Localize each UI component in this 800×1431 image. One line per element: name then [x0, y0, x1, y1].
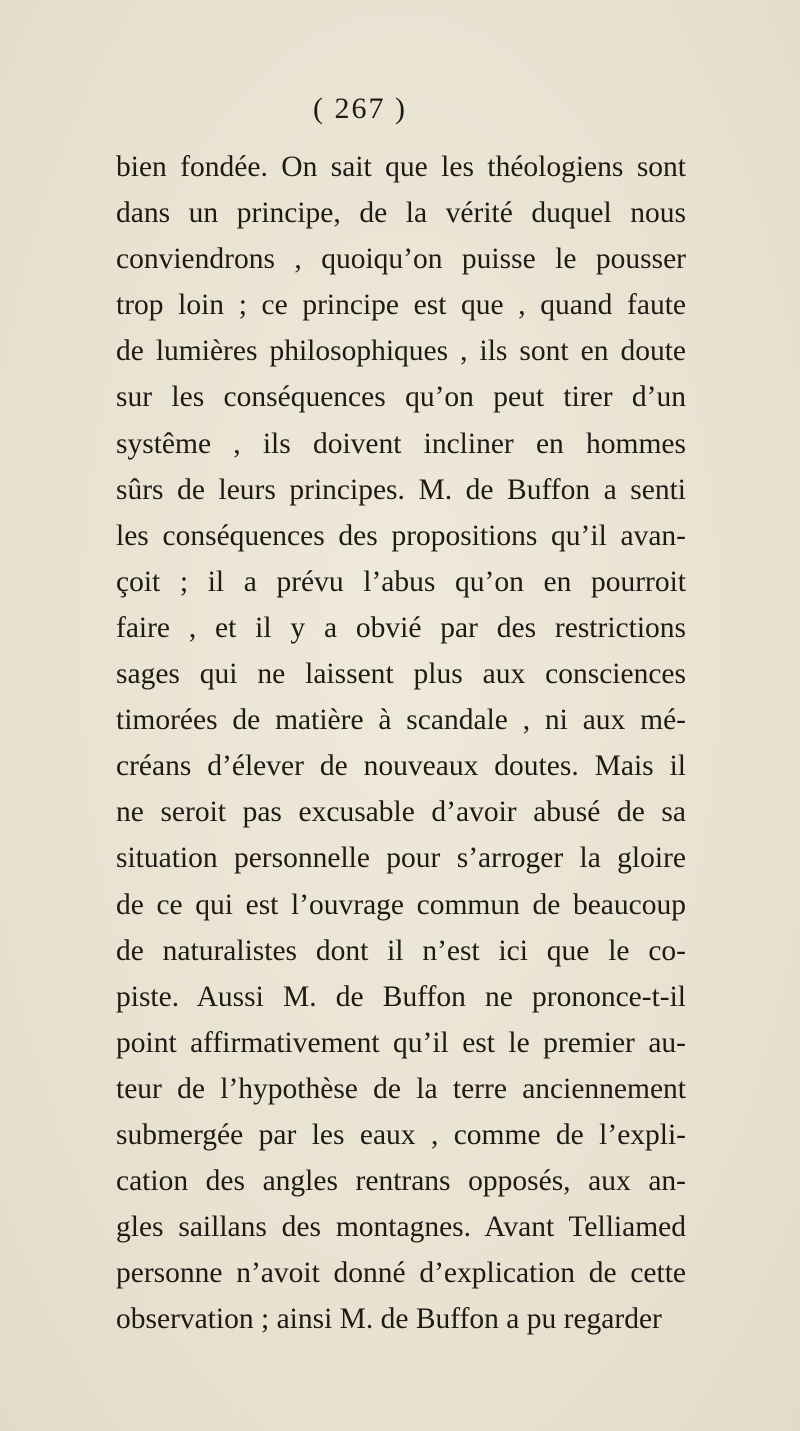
- text-line: faire , et il y a obvié par des restrictions: [116, 611, 686, 644]
- text-line: point affirmativement qu’il est le premier au-: [116, 1026, 686, 1059]
- text-line: teur de l’hypothèse de la terre anciennement: [116, 1072, 686, 1105]
- text-line: submergée par les eaux , comme de l’expli-: [116, 1118, 686, 1151]
- text-line: bien fondée. On sait que les théologiens sont: [116, 151, 686, 183]
- text-line: de naturalistes dont il n’est ici que le co-: [116, 934, 686, 967]
- text-line: observation ; ainsi M. de Buffon a pu regarder: [116, 1303, 662, 1336]
- text-line: de lumières philosophiques , ils sont en doute: [116, 335, 686, 368]
- text-line: sages qui ne laissent plus aux consciences: [116, 658, 686, 691]
- text-line: situation personnelle pour s’arroger la gloire: [116, 842, 686, 875]
- text-line: créans d’élever de nouveaux doutes. Mais il: [116, 750, 686, 783]
- text-line: gles saillans des montagnes. Avant Telliamed: [116, 1211, 686, 1244]
- text-line: sûrs de leurs principes. M. de Buffon a senti: [116, 473, 686, 506]
- text-line: ne seroit pas excusable d’avoir abusé de sa: [116, 796, 686, 829]
- text-line: trop loin ; ce principe est que , quand faute: [116, 289, 686, 322]
- text-line: sur les conséquences qu’on peut tirer d’un: [116, 381, 686, 414]
- text-line: çoit ; il a prévu l’abus qu’on en pourroit: [116, 565, 686, 598]
- text-line: les conséquences des propositions qu’il avan-: [116, 519, 686, 552]
- text-line: cation des angles rentrans opposés, aux an-: [116, 1165, 686, 1198]
- text-line: de ce qui est l’ouvrage commun de beaucoup: [116, 888, 686, 921]
- text-line: timorées de matière à scandale , ni aux mé-: [116, 704, 686, 737]
- text-line: conviendrons , quoiqu’on puisse le pousser: [116, 243, 686, 276]
- text-line: dans un principe, de la vérité duquel nous: [116, 197, 686, 230]
- text-line: piste. Aussi M. de Buffon ne prononce-t-il: [116, 980, 686, 1013]
- page-number: ( 267 ): [313, 92, 407, 125]
- text-line: systême , ils doivent incliner en hommes: [116, 427, 686, 460]
- text-line: personne n’avoit donné d’explication de cette: [116, 1257, 686, 1290]
- body-text: [116, 144, 686, 1342]
